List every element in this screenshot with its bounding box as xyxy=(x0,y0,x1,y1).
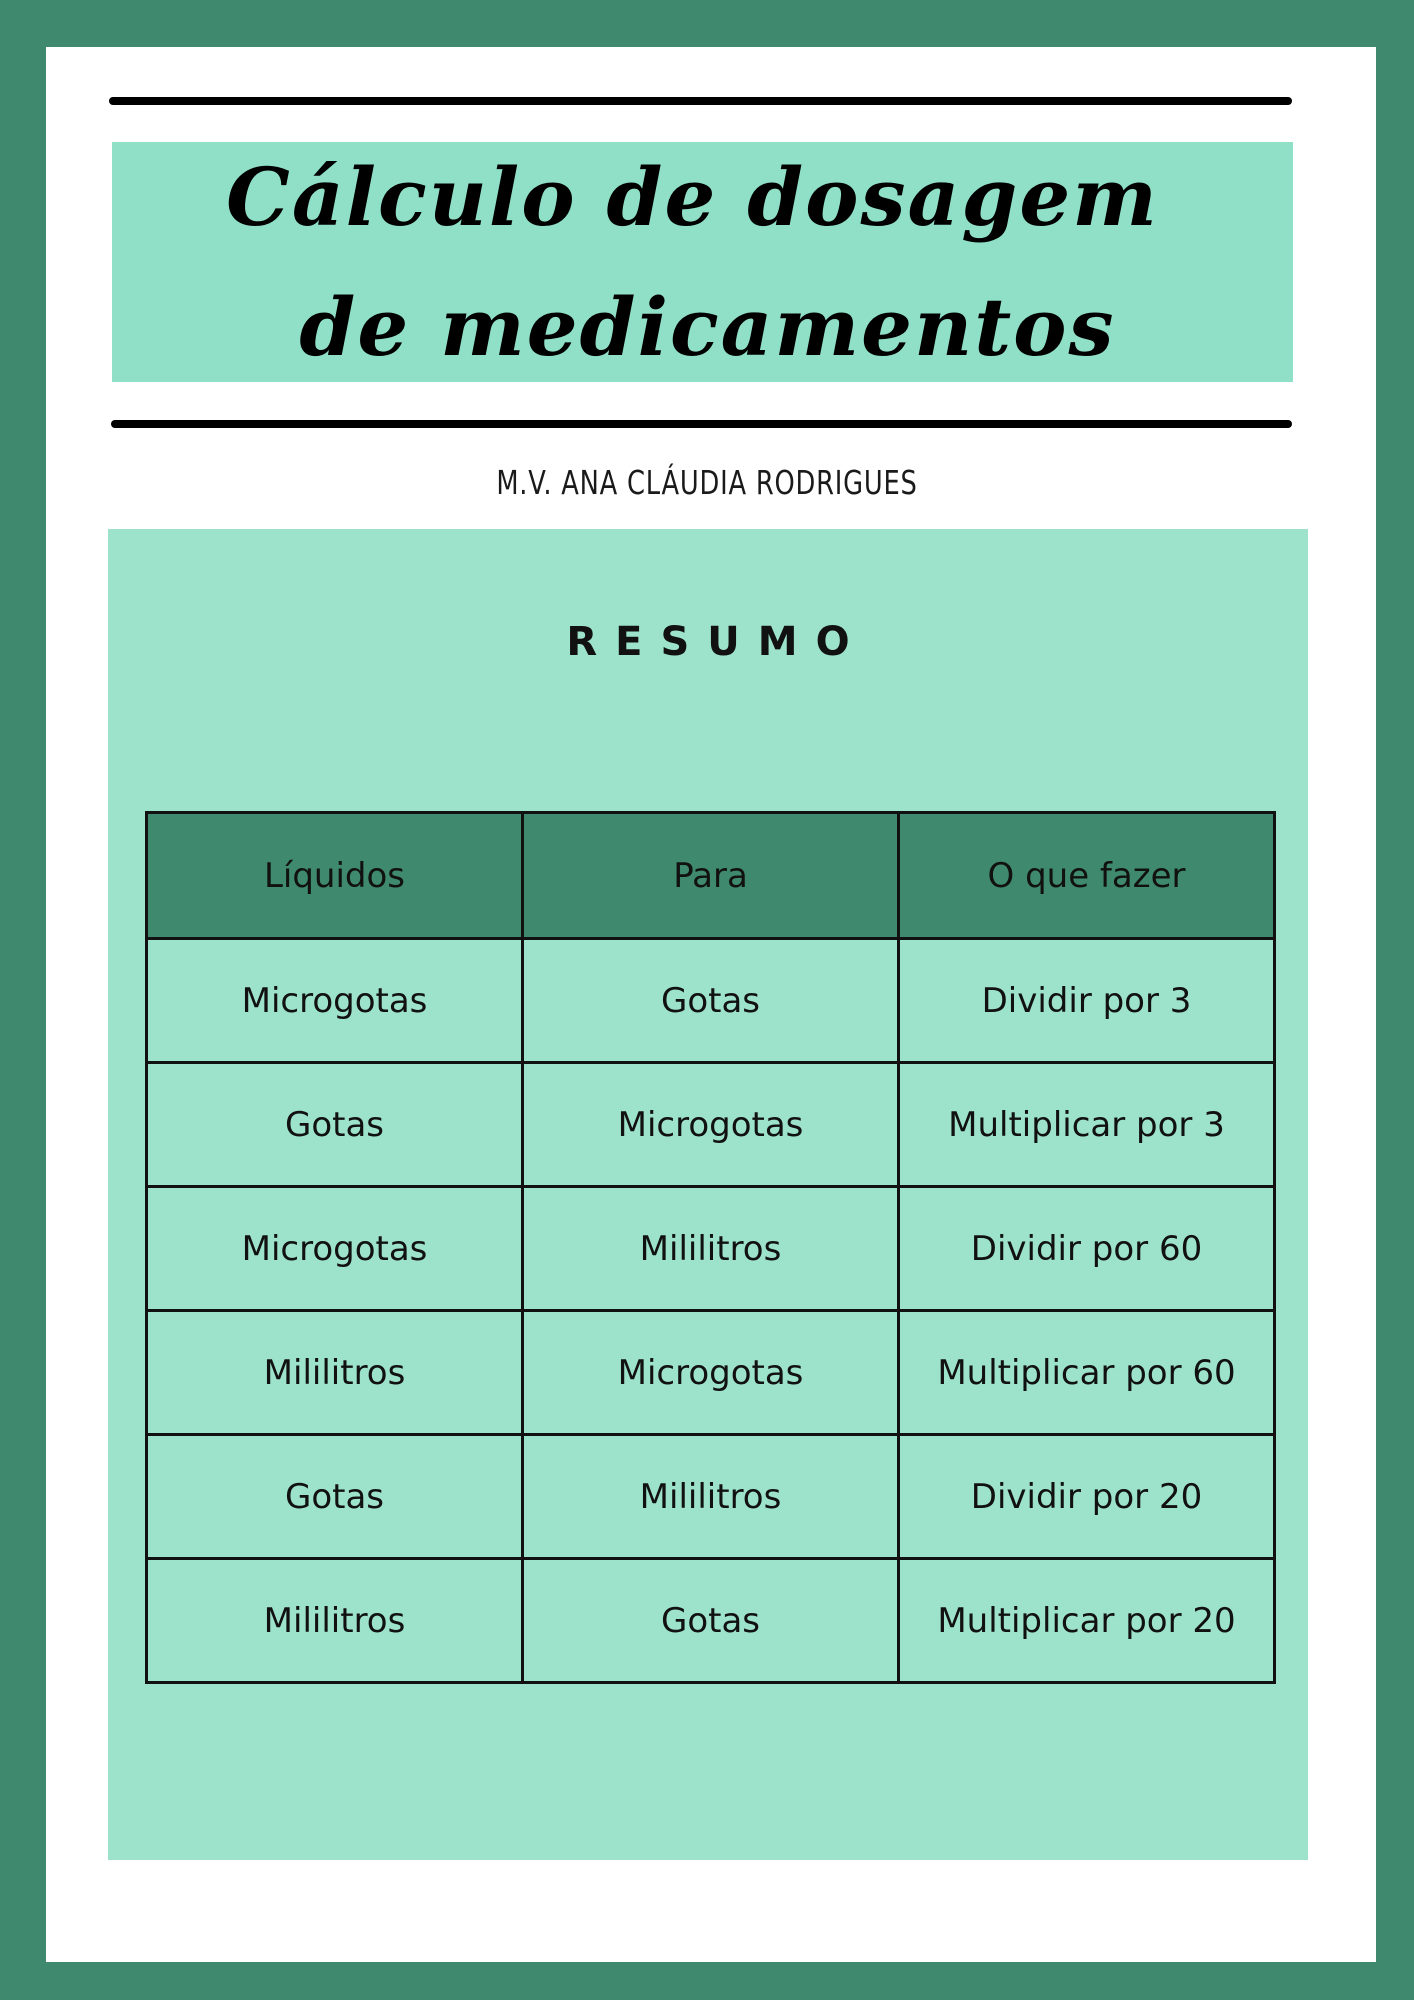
summary-panel xyxy=(108,529,1308,1860)
conversion-table xyxy=(145,811,1276,1684)
table-cell: Mililitros xyxy=(147,1559,523,1683)
table-row xyxy=(147,1435,1275,1559)
title-line-1: Cálculo de dosagem xyxy=(226,150,1159,244)
table-cell: Microgotas xyxy=(523,1311,899,1435)
table-cell: Dividir por 20 xyxy=(899,1435,1275,1559)
table-cell: Multiplicar por 20 xyxy=(899,1559,1275,1683)
table-cell: Mililitros xyxy=(147,1311,523,1435)
table-cell: Multiplicar por 60 xyxy=(899,1311,1275,1435)
table-cell: Mililitros xyxy=(523,1435,899,1559)
table-cell: Multiplicar por 3 xyxy=(899,1063,1275,1187)
document-page xyxy=(46,47,1376,1962)
table-cell: Gotas xyxy=(523,1559,899,1683)
column-header-para: Para xyxy=(523,813,899,939)
column-header-o-que-fazer: O que fazer xyxy=(899,813,1275,939)
table-cell: Dividir por 3 xyxy=(899,939,1275,1063)
column-header-liquidos: Líquidos xyxy=(147,813,523,939)
bottom-divider xyxy=(111,420,1292,428)
title-banner xyxy=(112,142,1293,382)
title-line-2: de medicamentos xyxy=(299,280,1116,374)
table-cell: Microgotas xyxy=(523,1063,899,1187)
table-cell: Gotas xyxy=(523,939,899,1063)
table-row xyxy=(147,1311,1275,1435)
table-cell: Microgotas xyxy=(147,939,523,1063)
table-header-row xyxy=(147,813,1275,939)
table-row xyxy=(147,1187,1275,1311)
table-cell: Dividir por 60 xyxy=(899,1187,1275,1311)
table-cell: Microgotas xyxy=(147,1187,523,1311)
table-cell: Gotas xyxy=(147,1435,523,1559)
table-row xyxy=(147,939,1275,1063)
table-cell: Gotas xyxy=(147,1063,523,1187)
summary-heading: RESUMO xyxy=(566,619,868,665)
top-divider xyxy=(109,97,1292,105)
table-row xyxy=(147,1559,1275,1683)
table-cell: Mililitros xyxy=(523,1187,899,1311)
author-name: M.V. ANA CLÁUDIA RODRIGUES xyxy=(496,463,918,502)
table-row xyxy=(147,1063,1275,1187)
